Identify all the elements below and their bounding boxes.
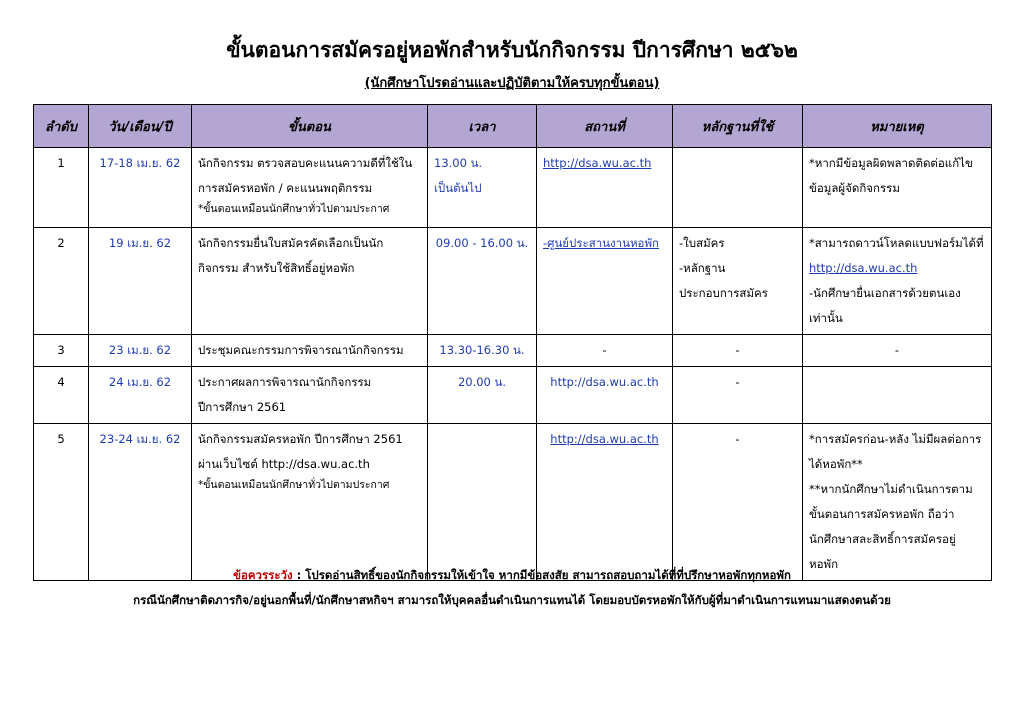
page-subtitle: (นักศึกษาโปรดอ่านและปฏิบัติตามให้ครบทุกขั้นตอน): [364, 76, 660, 91]
header-remark: หมายเหตุ: [803, 105, 992, 148]
warning-label: ข้อควรระวัง: [233, 568, 293, 582]
cell-place: [537, 367, 673, 424]
cell-date: 24 เม.ย. 62: [89, 367, 192, 424]
table-row: [34, 148, 992, 228]
cell-date: 19 เม.ย. 62: [89, 228, 192, 335]
table-row: [34, 335, 992, 367]
step-line: ผ่านเว็บไซต์ http://dsa.wu.ac.th: [198, 457, 370, 471]
step-note: *ขั้นตอนเหมือนนักศึกษาทั่วไปตามประกาศ: [198, 203, 390, 215]
table-row: [34, 228, 992, 335]
table-header-row: [34, 105, 992, 148]
footer-warning: [0, 567, 1024, 585]
time-line: เป็นต้นไป: [434, 181, 482, 195]
dsa-url[interactable]: http://dsa.wu.ac.th: [550, 375, 659, 389]
time-line: 13.00 น.: [434, 156, 483, 170]
cell-time: [428, 424, 537, 581]
remark-line: *หากมีข้อมูลผิดพลาดติดต่อแก้ไข: [809, 156, 973, 170]
cell-step: [192, 148, 428, 228]
evidence-line: ประกอบการสมัคร: [679, 286, 768, 300]
page-title: ขั้นตอนการสมัครอยู่หอพักสำหรับนักกิจกรรม ปีการศึกษา ๒๕๖๒: [226, 38, 798, 62]
cell-place: [537, 424, 673, 581]
remark-line: เท่านั้น: [809, 311, 843, 325]
header-no: ลำดับ: [34, 105, 89, 148]
remark-line: *การสมัครก่อน-หลัง ไม่มีผลต่อการ: [809, 432, 982, 446]
cell-time: [428, 367, 537, 424]
remark-line: -นักศึกษายื่นเอกสารด้วยตนเอง: [809, 286, 961, 300]
cell-no: 3: [34, 335, 89, 367]
step-line: นักกิจกรรม ตรวจสอบคะแนนความดีที่ใช้ใน: [198, 156, 413, 170]
cell-step: [192, 367, 428, 424]
cell-date: 23-24 เม.ย. 62: [89, 424, 192, 581]
remark-line: ได้หอพัก**: [809, 457, 863, 471]
header-evidence: หลักฐานที่ใช้: [673, 105, 803, 148]
cell-evidence: [673, 148, 803, 228]
dsa-link[interactable]: http://dsa.wu.ac.th: [809, 261, 918, 275]
table-row: [34, 424, 992, 581]
cell-remark: [803, 367, 992, 424]
cell-place: [537, 148, 673, 228]
header-step: ขั้นตอน: [192, 105, 428, 148]
remark-line: นักศึกษาสละสิทธิ์การสมัครอยู่: [809, 532, 956, 546]
remark-line: *สามารถดาวน์โหลดแบบฟอร์มได้ที่: [809, 236, 984, 250]
footer-note: กรณีนักศึกษาติดภารกิจ/อยู่นอกพื้นที่/นักศึกษาสหกิจฯ สามารถให้บุคคลอื่นดำเนินการแทนได้ โดยมอบบัตรหอพักให้กับผู้ที่มาดำเนินการแทนมาแสดงตนด้วย: [133, 593, 891, 607]
cell-remark: [803, 148, 992, 228]
cell-date: 23 เม.ย. 62: [89, 335, 192, 367]
cell-date: 17-18 เม.ย. 62: [89, 148, 192, 228]
cell-step: [192, 335, 428, 367]
header-time: เวลา: [428, 105, 537, 148]
table-row: [34, 367, 992, 424]
cell-evidence: -: [673, 424, 803, 581]
cell-no: 1: [34, 148, 89, 228]
cell-remark: -: [803, 335, 992, 367]
cell-place: -: [537, 335, 673, 367]
remark-line: ข้อมูลผู้จัดกิจกรรม: [809, 181, 900, 195]
cell-no: 4: [34, 367, 89, 424]
time-line: 09.00 - 16.00 น.: [435, 236, 529, 250]
cell-place: [537, 228, 673, 335]
step-line: การสมัครหอพัก / คะแนนพฤติกรรม: [198, 181, 373, 195]
cell-step: [192, 424, 428, 581]
dsa-link[interactable]: http://dsa.wu.ac.th: [550, 432, 659, 446]
cell-remark: [803, 424, 992, 581]
step-line: กิจกรรม สำหรับใช้สิทธิ์อยู่หอพัก: [198, 261, 355, 275]
step-line: นักกิจกรรมสมัครหอพัก ปีการศึกษา 2561: [198, 432, 403, 446]
header-place: สถานที่: [537, 105, 673, 148]
cell-time: [428, 335, 537, 367]
cell-step: [192, 228, 428, 335]
dormitory-center-link[interactable]: -ศูนย์ประสานงานหอพัก: [543, 236, 660, 250]
cell-time: [428, 148, 537, 228]
remark-line: หอพัก: [809, 557, 839, 571]
cell-remark: [803, 228, 992, 335]
step-line: ปีการศึกษา 2561: [198, 400, 287, 414]
header-date: วัน/เดือน/ปี: [89, 105, 192, 148]
cell-evidence: [673, 228, 803, 335]
remark-line: **หากนักศึกษาไม่ดำเนินการตาม: [809, 482, 973, 496]
step-line: นักกิจกรรมยื่นใบสมัครคัดเลือกเป็นนัก: [198, 236, 384, 250]
cell-no: 2: [34, 228, 89, 335]
warning-text: : โปรดอ่านสิทธิ์ของนักกิจกรรมให้เข้าใจ หากมีข้อสงสัย สามารถสอบถามได้ที่ที่ปรึกษาหอพักทุกหอพัก: [292, 568, 791, 582]
schedule-table: [33, 104, 992, 581]
dsa-link[interactable]: http://dsa.wu.ac.th: [543, 156, 652, 170]
cell-evidence: -: [673, 335, 803, 367]
evidence-line: -หลักฐาน: [679, 261, 726, 275]
time-line: 20.00 น.: [457, 375, 507, 389]
step-line: ประกาศผลการพิจารณานักกิจกรรม: [198, 375, 372, 389]
cell-no: 5: [34, 424, 89, 581]
step-note: *ขั้นตอนเหมือนนักศึกษาทั่วไปตามประกาศ: [198, 479, 390, 491]
cell-evidence: -: [673, 367, 803, 424]
step-line: ประชุมคณะกรรมการพิจารณานักกิจกรรม: [198, 343, 404, 357]
evidence-line: -ใบสมัคร: [679, 236, 725, 250]
time-line: 13.30-16.30 น.: [439, 343, 525, 357]
cell-time: [428, 228, 537, 335]
remark-line: ขั้นตอนการสมัครหอพัก ถือว่า: [809, 507, 955, 521]
